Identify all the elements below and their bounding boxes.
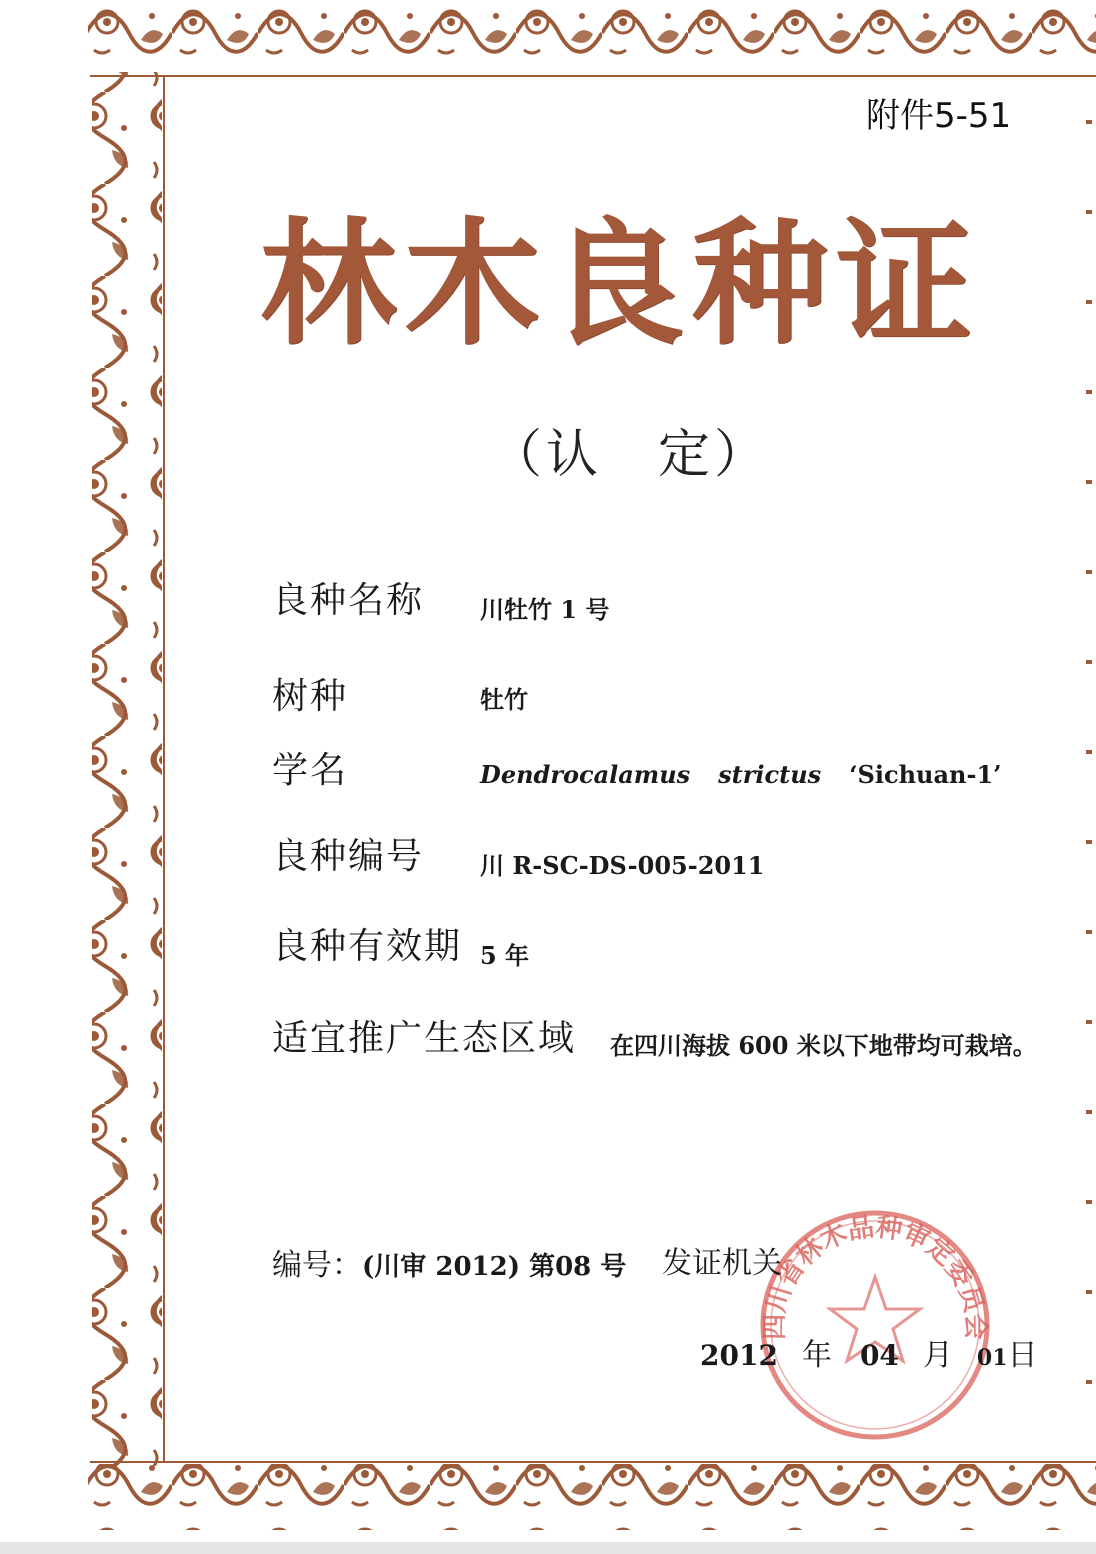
suitable-region-value: 在四川海拔 600 米以下地带均可栽培。 — [610, 1031, 1037, 1060]
validity-period-value: 5 年 — [480, 941, 530, 970]
date-month: 04 — [859, 1339, 899, 1372]
variety-name-value: 川牡竹 1 号 — [480, 595, 610, 624]
date-day: 01 — [976, 1345, 1008, 1371]
issue-date — [700, 1330, 1038, 1374]
tree-species-value: 牡竹 — [480, 685, 528, 714]
issuer-label: 发证机关 — [662, 1246, 782, 1281]
variety-name-label: 良种名称 — [272, 580, 425, 621]
official-seal — [755, 1205, 995, 1445]
date-year: 2012 — [700, 1339, 778, 1372]
date-year-unit: 年 — [801, 1338, 832, 1373]
certificate-number — [272, 1240, 626, 1284]
attachment-label: 附件5-51 — [866, 96, 1012, 136]
date-day-unit: 日 — [1007, 1338, 1038, 1373]
certificate-subtitle: （认 定） — [489, 425, 770, 485]
suitable-region-label: 适宜推广生态区域 — [272, 1018, 577, 1059]
seal-text: 四川省林木品种审定委员会 — [759, 1212, 991, 1340]
scientific-name-value — [480, 760, 1002, 789]
number-label: 编号： — [272, 1248, 362, 1283]
certificate-title: 林木良种证 — [260, 206, 980, 364]
scientific-species: strictus — [718, 760, 822, 789]
scientific-genus: Dendrocalamus — [480, 760, 691, 789]
variety-code-value: 川 R-SC-DS-005-2011 — [480, 851, 765, 880]
tree-species-label: 树种 — [272, 676, 349, 717]
validity-period-label: 良种有效期 — [272, 926, 463, 967]
scientific-cultivar: ‘Sichuan-1’ — [849, 760, 1002, 789]
date-month-unit: 月 — [922, 1338, 953, 1373]
number-value: (川审 2012) 第08 号 — [362, 1252, 627, 1282]
scientific-name-label: 学名 — [272, 750, 349, 791]
variety-code-label: 良种编号 — [272, 836, 425, 877]
